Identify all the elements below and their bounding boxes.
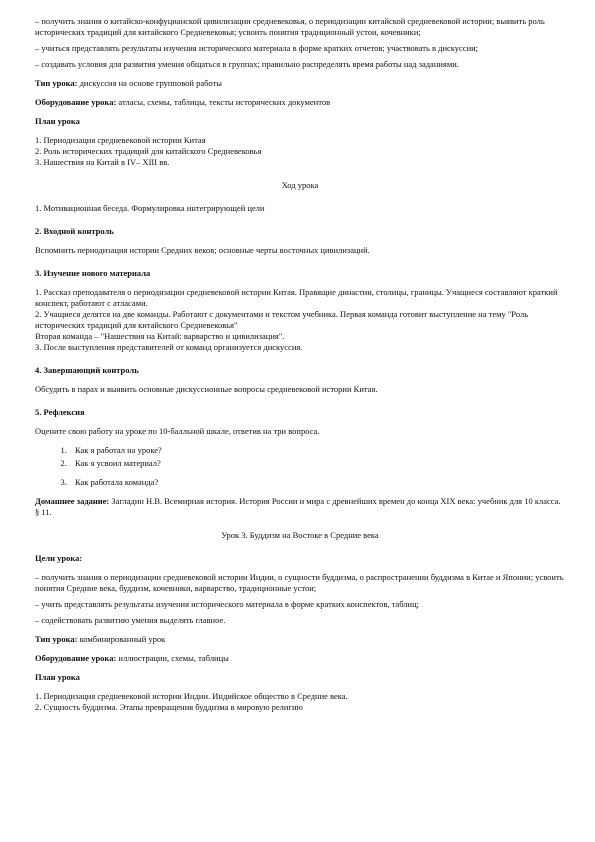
plan-item: 2. Роль исторических традиций для китайского Средневековья bbox=[35, 146, 262, 156]
goal-item: – создавать условия для развития умения общаться в группах; правильно распределять время работы над заданиями. bbox=[35, 59, 459, 69]
stage-3-line: 3. После выступления представителей от команд организуется дискуссия. bbox=[35, 342, 303, 352]
equipment-line bbox=[35, 97, 565, 108]
equipment-label: Оборудование урока: bbox=[35, 97, 117, 107]
stage-3-line: 2. Учащиеся делятся на две команды. Работают с документами и текстом учебника. Первая команда готовит выступление на тему "Роль исторических традиций для китайского Средневековья" bbox=[35, 309, 529, 330]
lesson3-equipment-label: Оборудование урока: bbox=[35, 653, 117, 663]
lesson3-type-line bbox=[35, 634, 565, 645]
lesson3-plan-item: 1. Периодизация средневековой истории Индии. Индийское общество в Средние века. bbox=[35, 691, 348, 701]
lesson3-type-value: комбинированный урок bbox=[77, 634, 166, 644]
document-page bbox=[35, 16, 565, 713]
stage-4-title: 4. Завершающий контроль bbox=[35, 365, 139, 375]
stage-3-title: 3. Изучение нового материала bbox=[35, 268, 151, 278]
stage-3-line: 1. Рассказ преподавателя о периодизации средневековой истории Китая. Правящие династии, столицы, границы. Учащиеся составляют краткий конспект, работают с атласами. bbox=[35, 287, 558, 308]
homework-label: Домашнее задание: bbox=[35, 496, 110, 506]
lesson3-goal-item: – учить представлять результаты изучения исторического материала в форме кратких конспектов, таблиц; bbox=[35, 599, 420, 609]
lesson3-type-label: Тип урока: bbox=[35, 634, 78, 644]
stage-5-text: Оцените свою работу на уроке по 10-балльной шкале, ответив на три вопроса. bbox=[35, 426, 320, 436]
goal-item: – получить знания о китайско-конфуцианской цивилизации средневековья, о периодизации китайской средневековой истории; выявить роль исторических традиций для китайского Средневековья; усвоить понятия традиционный устои, кочевники; bbox=[35, 16, 545, 37]
lesson3-plan-title: План урока bbox=[35, 672, 80, 682]
equipment-value: атласы, схемы, таблицы, тексты исторических документов bbox=[116, 97, 331, 107]
stage-1-text: 1. Мотивационная беседа. Формулировка интегрирующей цели bbox=[35, 203, 265, 213]
reflection-question: 3. Как работала команда? bbox=[69, 477, 565, 488]
plan-title: План урока bbox=[35, 116, 80, 126]
stage-3-line: Вторая команда – "Нашествия на Китай: варварство и цивилизация". bbox=[35, 331, 285, 341]
stage-2-text: Вспомнить периодизация истории Средних веков; основные черты восточных цивилизаций. bbox=[35, 245, 370, 255]
lesson3-plan-item: 2. Сущность буддизма. Этапы превращения буддизма в мировую религию bbox=[35, 702, 303, 712]
goal-item: – учиться представлять результаты изучения исторического материала в форме кратких отчетов; участвовать в дискуссии; bbox=[35, 43, 479, 53]
lesson3-goal-item: – получить знания о периодизации средневековой истории Индии, о сущности буддизма, о распространении буддизма в Китае и Японии; усвоить понятия Средние века, буддизм, кочевники, варварство, традиционные устои; bbox=[35, 572, 564, 593]
lesson3-goals-title: Цели урока: bbox=[35, 553, 83, 563]
reflection-questions bbox=[35, 445, 565, 488]
plan-item: 1. Периодизация средневековой истории Китая bbox=[35, 135, 206, 145]
lesson3-equipment-value: иллюстрации, схемы, таблицы bbox=[116, 653, 229, 663]
reflection-question: 2. Как я усвоил материал? bbox=[69, 458, 565, 469]
lesson-type-value: дискуссия на основе групповой работы bbox=[77, 78, 222, 88]
lesson-type-line bbox=[35, 78, 565, 89]
course-title: Ход урока bbox=[281, 180, 319, 190]
lesson3-goal-item: – содействовать развитию умения выделять главное. bbox=[35, 615, 226, 625]
lesson3-title: Урок 3. Буддизм на Востоке в Средние века bbox=[221, 530, 379, 540]
lesson-type-label: Тип урока: bbox=[35, 78, 78, 88]
stage-2-title: 2. Входной контроль bbox=[35, 226, 114, 236]
lesson3-equipment-line bbox=[35, 653, 565, 664]
homework-value: Загладин Н.В. Всемирная история. История России и мира с древнейших времен до конца XIX века: учебник для 10 класса. § 11. bbox=[35, 496, 561, 517]
reflection-question: 1. Как я работал на уроке? bbox=[69, 445, 565, 456]
stage-4-text: Обсудить в парах и выявить основные дискуссионные вопросы средневековой истории Китая. bbox=[35, 384, 378, 394]
plan-item: 3. Нашествия на Китай в IV– XIII вв. bbox=[35, 157, 170, 167]
stage-5-title: 5. Рефлексия bbox=[35, 407, 85, 417]
homework-line bbox=[35, 496, 565, 518]
